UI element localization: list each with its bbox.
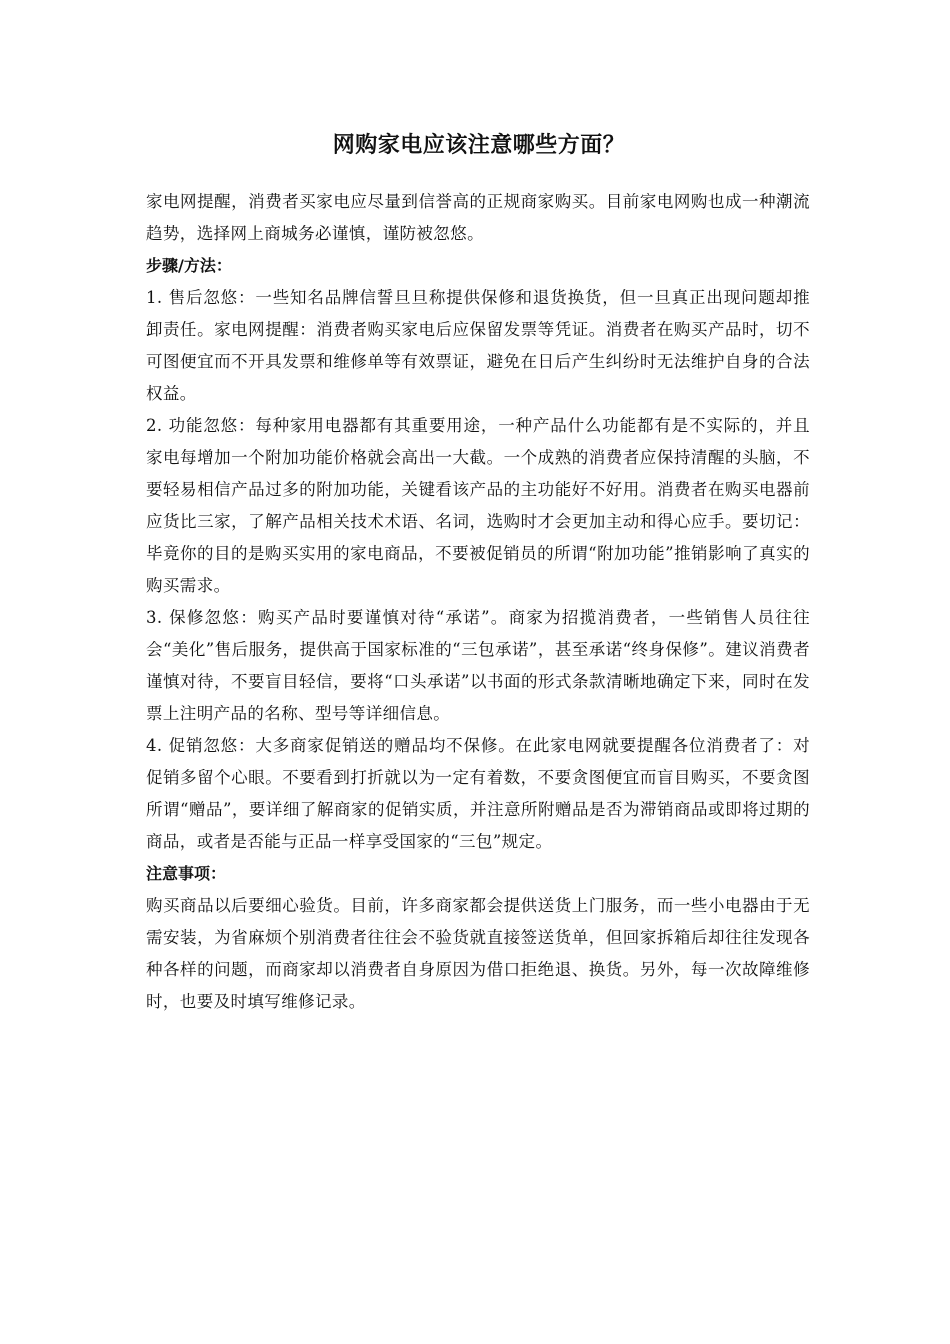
step-item-1: 1. 售后忽悠：一些知名品牌信誓旦旦称提供保修和退货换货，但一旦真正出现问题却推卸责任。家电网提醒：消费者购买家电后应保留发票等凭证。消费者在购买产品时，切不可图便宜而不开具发票和维修单等有效票证，避免在日后产生纠纷时无法维护自身的合法权益。 — [146, 288, 810, 403]
notes-paragraph: 购买商品以后要细心验货。目前，许多商家都会提供送货上门服务，而一些小电器由于无需安装，为省麻烦个别消费者往往会不验货就直接签送货单，但回家拆箱后却往往发现各种各样的问题，而商家却以消费者自身原因为借口拒绝退、换货。另外，每一次故障维修时，也要及时填写维修记录。 — [146, 896, 810, 1011]
steps-heading: 步骤/方法： — [146, 256, 232, 275]
document-title: 网购家电应该注意哪些方面？ — [332, 133, 626, 158]
notes-heading: 注意事项： — [146, 864, 227, 883]
step-item-3: 3. 保修忽悠：购买产品时要谨慎对待“承诺”。商家为招揽消费者，一些销售人员往往会“美化”售后服务，提供高于国家标准的“三包承诺”，甚至承诺“终身保修”。建议消费者谨慎对待，不要盲目轻信，要将“口头承诺”以书面的形式条款清晰地确定下来，同时在发票上注明产品的名称、型号等详细信息。 — [146, 608, 810, 723]
step-item-4: 4. 促销忽悠：大多商家促销送的赠品均不保修。在此家电网就要提醒各位消费者了：对促销多留个心眼。不要看到打折就以为一定有着数，不要贪图便宜而盲目购买，不要贪图所谓“赠品”，要详细了解商家的促销实质，并注意所附赠品是否为滞销商品或即将过期的商品，或者是否能与正品一样享受国家的“三包”规定。 — [146, 736, 810, 851]
step-item-2: 2. 功能忽悠：每种家用电器都有其重要用途，一种产品什么功能都有是不实际的，并且家电每增加一个附加功能价格就会高出一大截。一个成熟的消费者应保持清醒的头脑，不要轻易相信产品过多的附加功能，关键看该产品的主功能好不好用。消费者在购买电器前应货比三家，了解产品相关技术术语、名词，选购时才会更加主动和得心应手。要切记：毕竟你的目的是购买实用的家电商品，不要被促销员的所谓“附加功能”推销影响了真实的购买需求。 — [146, 416, 810, 595]
intro-paragraph: 家电网提醒，消费者买家电应尽量到信誉高的正规商家购买。目前家电网购也成一种潮流趋势，选择网上商城务必谨慎，谨防被忽悠。 — [146, 192, 810, 243]
document-page — [146, 128, 810, 1018]
